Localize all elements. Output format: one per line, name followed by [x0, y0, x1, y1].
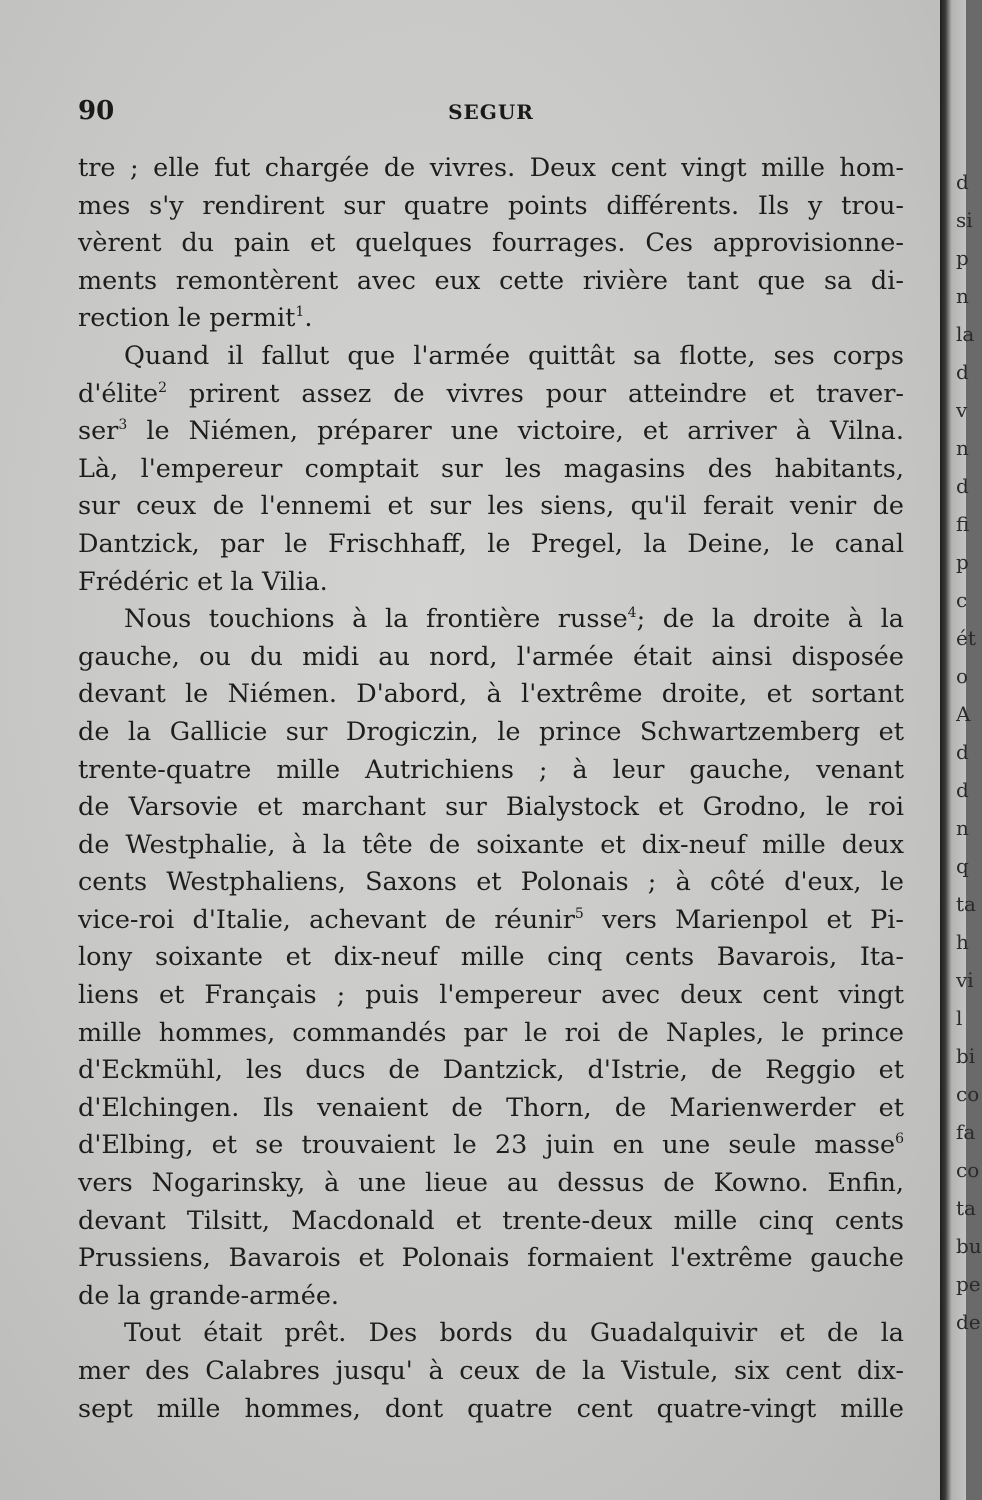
text-line	[78, 714, 904, 752]
page-header	[78, 96, 904, 130]
line-text: mes s'y rendirent sur quatre points différents. Ils y trou-	[78, 190, 904, 221]
line-text: devant Tilsitt, Macdonald et trente-deux mille cinq cents	[78, 1205, 904, 1236]
adjacent-page-fragment: c	[956, 588, 968, 612]
text-line	[78, 977, 904, 1015]
text-line	[78, 864, 904, 902]
line-text: d'Eckmühl, les ducs de Dantzick, d'Istrie, de Reggio et	[78, 1055, 904, 1086]
adjacent-page-fragment: co	[956, 1158, 980, 1182]
adjacent-page-fragment: d	[956, 778, 969, 802]
text-line	[78, 300, 904, 338]
adjacent-page-fragment: la	[956, 322, 975, 346]
line-text: ser	[78, 416, 119, 447]
adjacent-page-fragment: pe	[956, 1272, 981, 1296]
footnote-marker: 2	[158, 379, 167, 396]
text-line	[78, 376, 904, 414]
text-line	[78, 939, 904, 977]
line-text: trente-quatre mille Autrichiens ; à leur gauche, venant	[78, 754, 904, 785]
text-line	[78, 526, 904, 564]
body-text	[78, 150, 904, 1428]
adjacent-page-fragment: ta	[956, 1196, 976, 1220]
adjacent-page-fragment: bu	[956, 1234, 982, 1258]
line-text: cents Westphaliens, Saxons et Polonais ; à côté d'eux, le	[78, 867, 904, 898]
adjacent-page-fragment: p	[956, 246, 969, 270]
line-text: vèrent du pain et quelques fourrages. Ces approvisionne-	[78, 228, 904, 259]
footnote-marker: 5	[574, 905, 584, 922]
text-line	[78, 639, 904, 677]
line-text: lony soixante et dix-neuf mille cinq cents Bavarois, Ita-	[78, 942, 904, 973]
line-text: devant le Niémen. D'abord, à l'extrême droite, et sortant	[78, 679, 904, 710]
footnote-marker: 6	[895, 1131, 904, 1148]
adjacent-page-fragment: fa	[956, 1120, 976, 1144]
text-line	[78, 488, 904, 526]
line-text: vers Nogarinsky, à une lieue au dessus de Kowno. Enfin,	[78, 1168, 904, 1199]
adjacent-page-fragment: h	[956, 930, 969, 954]
adjacent-page-fragment: fi	[956, 512, 970, 536]
text-line	[78, 1090, 904, 1128]
text-line	[78, 1052, 904, 1090]
text-line	[78, 676, 904, 714]
text-line	[78, 1165, 904, 1203]
adjacent-page-fragment: n	[956, 816, 969, 840]
footnote-marker: 1	[295, 304, 305, 321]
text-line	[78, 1240, 904, 1278]
text-line	[78, 1391, 904, 1429]
line-text: Nous touchions à la frontière russe	[124, 604, 628, 635]
line-text-continued: ; de la droite à la	[636, 604, 904, 635]
line-text: tre ; elle fut chargée de vivres. Deux cent vingt mille hom-	[78, 153, 904, 183]
adjacent-page-fragment: bi	[956, 1044, 976, 1068]
line-text: mer des Calabres jusqu' à ceux de la Vistule, six cent dix-	[78, 1356, 904, 1386]
footnote-marker: 3	[118, 417, 128, 434]
line-text: Prussiens, Bavarois et Polonais formaient l'extrême gauche	[78, 1243, 904, 1274]
line-text: vice-roi d'Italie, achevant de réunir	[78, 904, 575, 935]
adjacent-page-fragment: n	[956, 284, 969, 308]
line-text-continued: .	[304, 303, 313, 334]
line-text: ments remontèrent avec eux cette rivière tant que sa di-	[78, 265, 904, 296]
text-line	[78, 752, 904, 790]
adjacent-page-fragment: d	[956, 740, 969, 764]
text-line	[78, 601, 904, 639]
line-text: mille hommes, commandés par le roi de Naples, le prince	[78, 1017, 904, 1048]
text-line	[78, 1127, 904, 1165]
adjacent-page-fragment: n	[956, 436, 969, 460]
line-text-continued: prirent assez de vivres pour atteindre et traver-	[167, 378, 904, 409]
adjacent-page-fragment: ét	[956, 626, 976, 650]
line-text: gauche, ou du midi au nord, l'armée était ainsi disposée	[78, 641, 904, 672]
text-line	[78, 188, 904, 226]
line-text: liens et Français ; puis l'empereur avec deux cent vingt	[78, 980, 904, 1011]
adjacent-page-fragment: de	[956, 1310, 981, 1334]
adjacent-page-fragment: o	[956, 664, 969, 688]
adjacent-page-fragment: vi	[956, 968, 974, 992]
adjacent-page-fragment: d	[956, 474, 969, 498]
adjacent-page-fragment: A	[956, 702, 971, 726]
line-text: d'Elbing, et se trouvaient le 23 juin en une seule masse	[78, 1130, 896, 1161]
adjacent-page-fragment: v	[956, 398, 968, 422]
line-text: Tout était prêt. Des bords du Guadalquivir et de la	[124, 1318, 904, 1349]
line-text: d'Elchingen. Ils venaient de Thorn, de Marienwerder et	[78, 1092, 904, 1123]
adjacent-page-fragment: q	[956, 854, 969, 878]
line-text-continued: le Niémen, préparer une victoire, et arriver à Vilna.	[127, 416, 904, 447]
line-text: Là, l'empereur comptait sur les magasins des habitants,	[78, 453, 904, 484]
line-text-continued: vers Marienpol et Pi-	[583, 904, 904, 935]
text-line	[78, 451, 904, 489]
line-text: de Westphalie, à la tête de soixante et dix-neuf mille deux	[78, 829, 904, 860]
adjacent-page-fragment: d	[956, 360, 969, 384]
adjacent-page-fragment: l	[956, 1006, 963, 1030]
line-text: rection le permit	[78, 303, 296, 334]
text-line	[78, 1015, 904, 1053]
line-text: sur ceux de l'ennemi et sur les siens, qu'il ferait venir de	[78, 491, 904, 522]
text-line	[78, 150, 904, 188]
adjacent-page-edge	[940, 0, 982, 1500]
adjacent-page-fragment: si	[956, 208, 973, 232]
text-line	[78, 789, 904, 827]
adjacent-page-fragment: ta	[956, 892, 976, 916]
text-line	[78, 827, 904, 865]
line-text: sept mille hommes, dont quatre cent quatre-vingt mille	[78, 1393, 904, 1424]
line-text: Frédéric et la Vilia.	[78, 566, 328, 597]
running-title: SEGUR	[448, 100, 534, 124]
text-line	[78, 1353, 904, 1391]
text-line	[78, 564, 904, 602]
text-line	[78, 225, 904, 263]
line-text: d'élite	[78, 378, 159, 409]
line-text: de la grande-armée.	[78, 1280, 340, 1311]
text-line	[78, 413, 904, 451]
text-line	[78, 1315, 904, 1353]
page-number: 90	[78, 96, 115, 126]
adjacent-page-fragment: p	[956, 550, 969, 574]
text-line	[78, 338, 904, 376]
line-text: Dantzick, par le Frischhaff, le Pregel, la Deine, le canal	[78, 528, 904, 559]
text-line	[78, 1203, 904, 1241]
line-text: de la Gallicie sur Drogiczin, le prince Schwartzemberg et	[78, 716, 904, 747]
text-line	[78, 902, 904, 940]
line-text: de Varsovie et marchant sur Bialystock et Grodno, le roi	[78, 792, 904, 823]
line-text: Quand il fallut que l'armée quittât sa flotte, ses corps	[124, 340, 904, 371]
text-line	[78, 263, 904, 301]
footnote-marker: 4	[627, 605, 637, 622]
text-line	[78, 1278, 904, 1316]
adjacent-page-fragment: co	[956, 1082, 980, 1106]
adjacent-page-fragment: d	[956, 170, 969, 194]
